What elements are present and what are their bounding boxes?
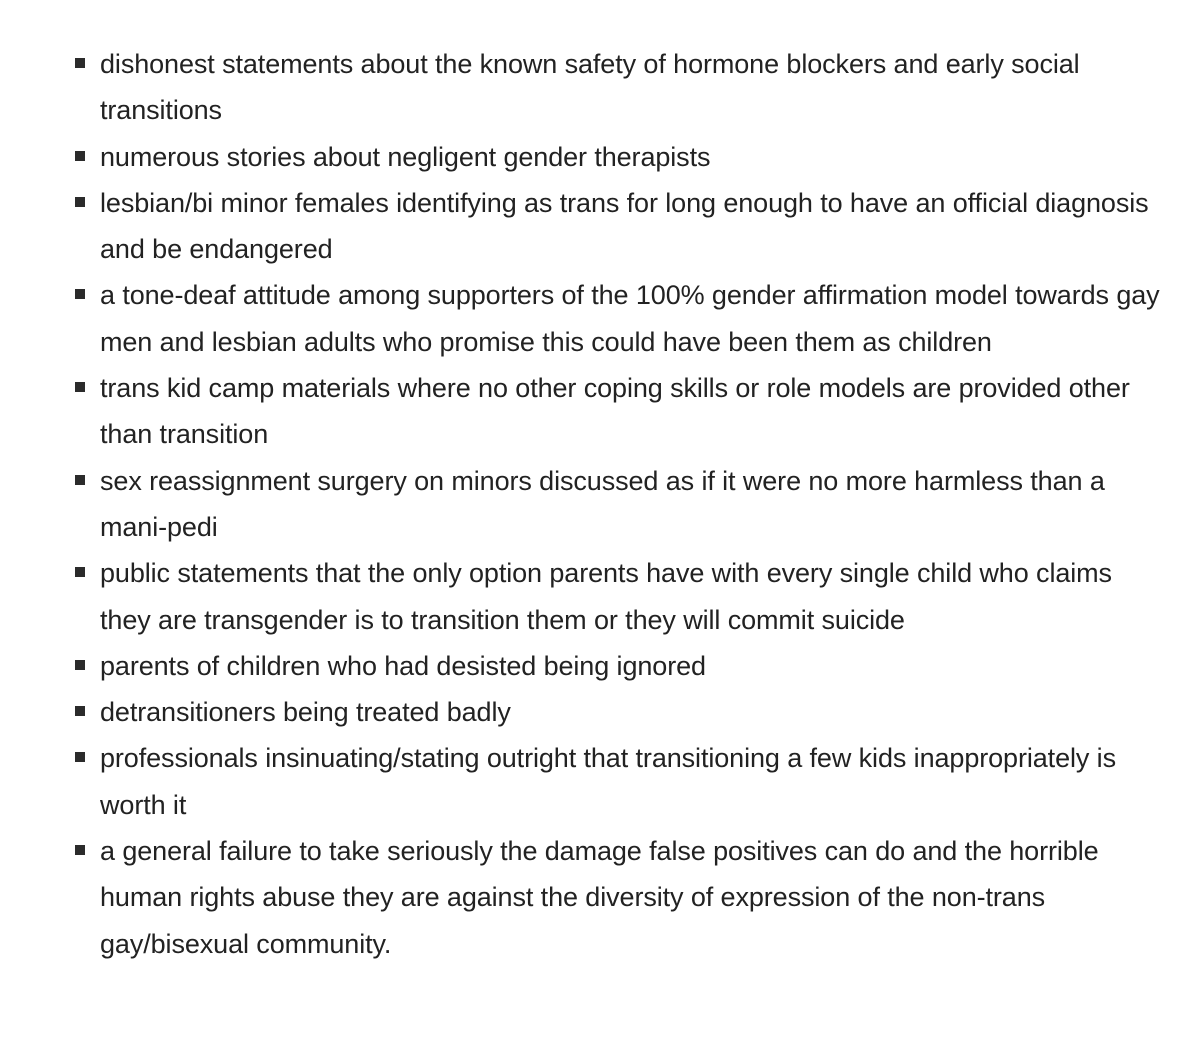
square-bullet-icon (75, 382, 85, 392)
square-bullet-icon (75, 58, 85, 68)
list-item-text: trans kid camp materials where no other coping skills or role models are provided other than transition (100, 373, 1130, 450)
list-item-text: lesbian/bi minor females identifying as trans for long enough to have an official diagnosis and be endangered (100, 187, 1149, 265)
list-item (100, 134, 1160, 180)
list-item-text: detransitioners being treated badly (100, 697, 511, 728)
list-item-text: sex reassignment surgery on minors discussed as if it were no more harmless than a mani-pedi (100, 465, 1105, 542)
list-item (100, 828, 1160, 967)
list-item (100, 643, 1160, 689)
square-bullet-icon (75, 567, 85, 577)
list-item-text: parents of children who had desisted being ignored (100, 650, 706, 681)
square-bullet-icon (75, 197, 85, 207)
list-item-text: a tone-deaf attitude among supporters of the 100% gender affirmation model towards gay men and lesbian adults who promise this could have been them as children (100, 280, 1160, 357)
list-item-text: numerous stories about negligent gender therapists (100, 141, 711, 172)
list-item-text: dishonest statements about the known safety of hormone blockers and early social transitions (100, 49, 1080, 126)
list-item-text: professionals insinuating/stating outright that transitioning a few kids inappropriately is worth it (100, 743, 1116, 820)
square-bullet-icon (75, 660, 85, 670)
list-item (100, 180, 1160, 273)
square-bullet-icon (75, 752, 85, 762)
list-item (100, 272, 1160, 365)
list-item (100, 365, 1160, 458)
list-item-text: public statements that the only option parents have with every single child who claims they are transgender is to transition them or they will commit suicide (100, 558, 1112, 635)
square-bullet-icon (75, 845, 85, 855)
square-bullet-icon (75, 475, 85, 485)
list-item (100, 550, 1160, 643)
list-item-text: a general failure to take seriously the damage false positives can do and the horrible human rights abuse they are against the diversity of expression of the non-trans gay/bisexual community. (100, 836, 1099, 959)
square-bullet-icon (75, 706, 85, 716)
list-item (100, 689, 1160, 735)
list-item (100, 41, 1160, 134)
bullet-list (100, 41, 1160, 967)
list-item (100, 735, 1160, 828)
square-bullet-icon (75, 289, 85, 299)
square-bullet-icon (75, 151, 85, 161)
list-item (100, 458, 1160, 551)
